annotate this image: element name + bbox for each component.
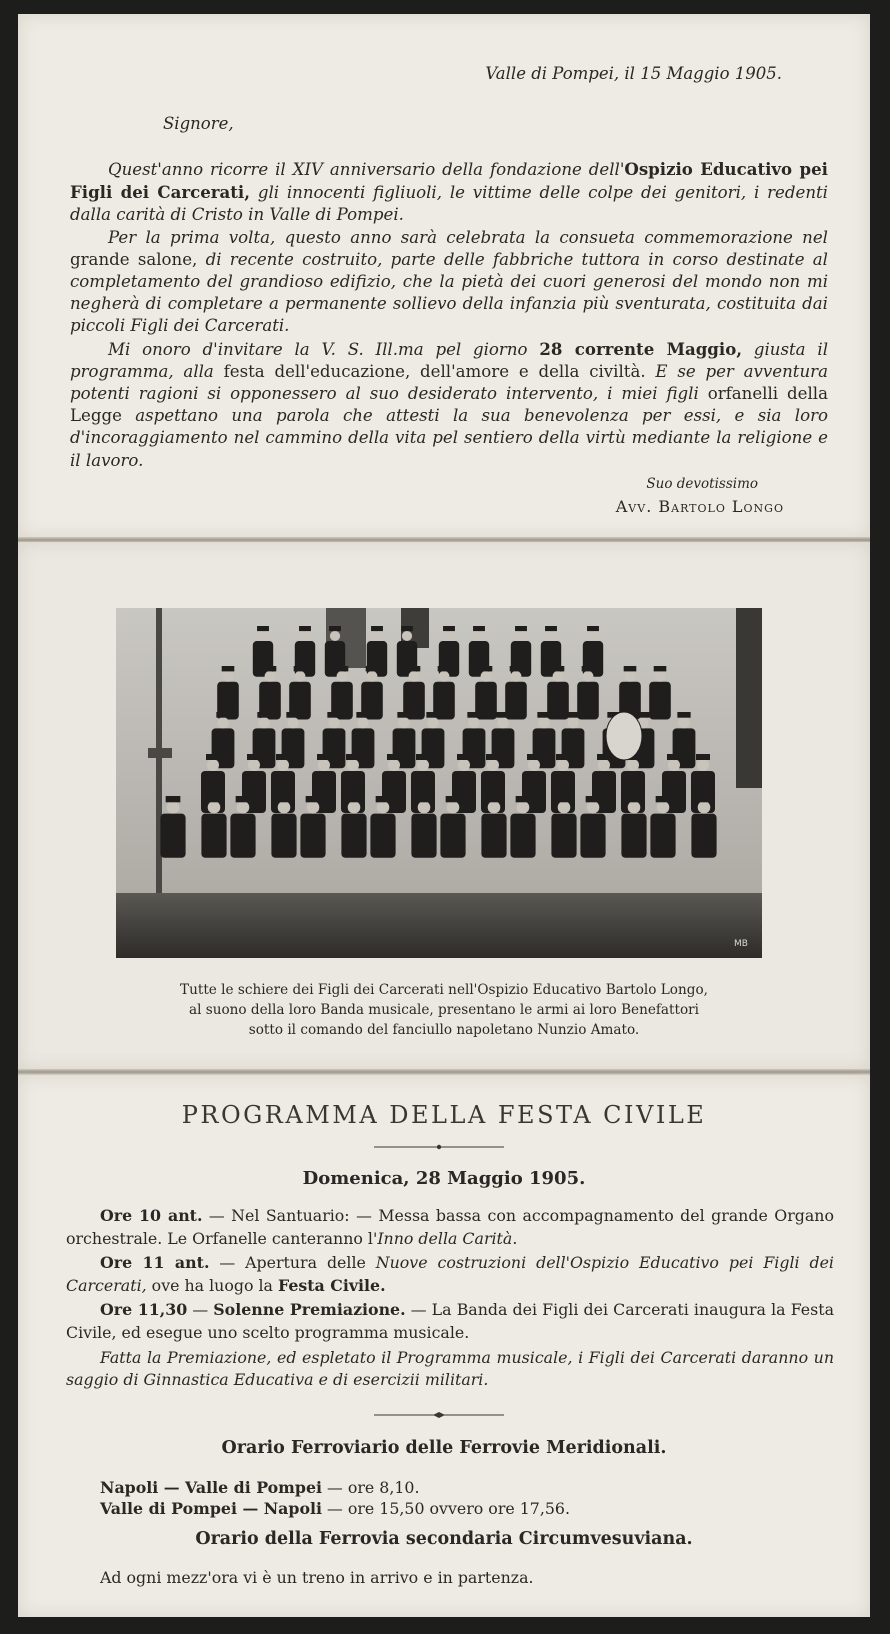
text-run-italic: Nuove costruzioni dell'Ospizio Educativo pei Figli dei Carcerati, — [66, 1253, 834, 1295]
circumvesuviana-note: Ad ogni mezz'ora vi è un treno in arrivo e in partenza. — [100, 1568, 534, 1587]
letter-body — [70, 158, 828, 472]
text-run-roman: orfanelli della Legge — [70, 384, 828, 426]
text-run: Per la prima volta, — [108, 227, 276, 247]
ornament-divider — [374, 1143, 504, 1151]
item-time: Ore 11 ant. — [100, 1253, 210, 1273]
text-run-roman: grande salone, — [70, 249, 198, 269]
caption-line: sotto il comando del fanciullo napoletano Nunzio Amato. — [248, 1022, 640, 1038]
programme-body — [66, 1205, 834, 1394]
text-run: — Apertura delle — [209, 1253, 376, 1273]
programme-item — [66, 1205, 834, 1250]
item-time: Ore 11,30 — [100, 1300, 188, 1320]
text-run-bold: Solenne Premiazione. — [213, 1300, 406, 1320]
photo-caption — [78, 980, 810, 1040]
text-run: — — [187, 1300, 214, 1320]
signature: Avv. Bartolo Longo — [615, 497, 784, 516]
timetable-row — [100, 1477, 570, 1498]
item-time: Ore 10 ant. — [100, 1206, 203, 1225]
programme-closing: Fatta la Premiazione, ed espletato il Programma musicale, i Figli dei Carcerati daranno un saggio di Ginnastica Educativa e di esercizii militari. — [66, 1347, 834, 1390]
programme-date: Domenica, 28 Maggio 1905. — [302, 1168, 586, 1189]
closing-formula: Suo devotissimo — [646, 476, 758, 492]
text-run: — La Banda dei Figli dei Carcerati inaugura la Festa Civile, ed esegue uno scelto programma musicale. — [66, 1300, 835, 1342]
circumvesuviana-heading: Orario della Ferrovia secondaria Circumvesuviana. — [195, 1529, 693, 1549]
programme-item — [66, 1252, 834, 1297]
timetable-route: Napoli — Valle di Pompei — [100, 1478, 322, 1497]
letter-paragraph-3 — [70, 338, 828, 472]
letter-paragraph-2 — [70, 227, 828, 338]
timetable-times: — ore 8,10. — [322, 1478, 420, 1497]
timetable-times: — ore 15,50 ovvero ore 17,56. — [322, 1499, 570, 1518]
railway-heading: Orario Ferroviario delle Ferrovie Meridionali. — [221, 1438, 667, 1458]
photo-monogram: MB — [734, 939, 748, 949]
photo-panel — [18, 542, 870, 1070]
text-run: questo anno sarà celebrata la consueta commemorazione nel — [275, 227, 828, 247]
text-run: di recente costruito, parte delle fabbriche tuttora in corso destinate al completamento del grandioso edifizio, che la pietà dei cuori generosi del mondo non mi negherà di completare a permanente sollievo della infanzia più sventurata, costituita dai piccoli Figli dei Carcerati. — [70, 249, 828, 336]
text-run-bold: 28 corrente Maggio, — [539, 338, 743, 359]
text-run: gli innocenti figliuoli, le vittime delle colpe dei genitori, i redenti dalla carità di Cristo in Valle di Pompei. — [70, 183, 828, 225]
text-run: . — [512, 1228, 518, 1248]
letter-paragraph-1 — [70, 158, 828, 227]
programme-title: PROGRAMMA DELLA FESTA CIVILE — [181, 1101, 707, 1129]
text-run: ove ha luogo la — [146, 1275, 278, 1295]
drum-icon — [606, 712, 642, 760]
letter-panel — [18, 14, 870, 538]
timetable-route: Valle di Pompei — Napoli — [100, 1499, 322, 1518]
salutation: Signore, — [163, 114, 234, 133]
text-run: giusta il programma, alla — [70, 339, 828, 381]
text-run: Quest'anno ricorre il XIV anniversario della fondazione dell' — [108, 160, 625, 179]
text-run-bold: Festa Civile. — [277, 1275, 386, 1295]
caption-line: al suono della loro Banda musicale, presentano le armi ai loro Benefattori — [188, 1002, 699, 1018]
text-run-roman: festa dell'educazione, dell'amore e della civiltà. — [223, 361, 646, 381]
programme-item — [66, 1299, 834, 1344]
text-run-italic: Inno della Carità — [377, 1228, 513, 1248]
text-run: E se per avventura potenti ragioni si opponessero al suo desiderato intervento, i miei figli — [70, 361, 828, 404]
band-photo-image — [116, 608, 762, 958]
caption-line: Tutte le schiere dei Figli dei Carcerati nell'Ospizio Educativo Bartolo Longo, — [180, 982, 708, 998]
band-photograph — [116, 608, 762, 958]
text-run: aspettano una parola che attesti la sua benevolenza per essi, e sia loro d'incoraggiamento nel cammino della vita pel sentiero della virtù mediante la religione e il lavoro. — [70, 406, 828, 470]
railway-timetable — [100, 1477, 570, 1519]
letter-date: Valle di Pompei, il 15 Maggio 1905. — [485, 64, 782, 83]
text-run: — Nel Santuario: — Messa bassa con accompagnamento del grande Organo orchestrale. Le Orfanelle canteranno l' — [66, 1206, 834, 1248]
programme-panel — [18, 1075, 870, 1617]
timetable-row — [100, 1498, 570, 1519]
text-run-bold: Ospizio Educativo pei Figli dei Carcerati, — [70, 159, 828, 203]
text-run: Mi onoro d'invitare la V. S. Ill.ma pel giorno — [108, 339, 540, 359]
ornament-divider — [374, 1411, 504, 1419]
